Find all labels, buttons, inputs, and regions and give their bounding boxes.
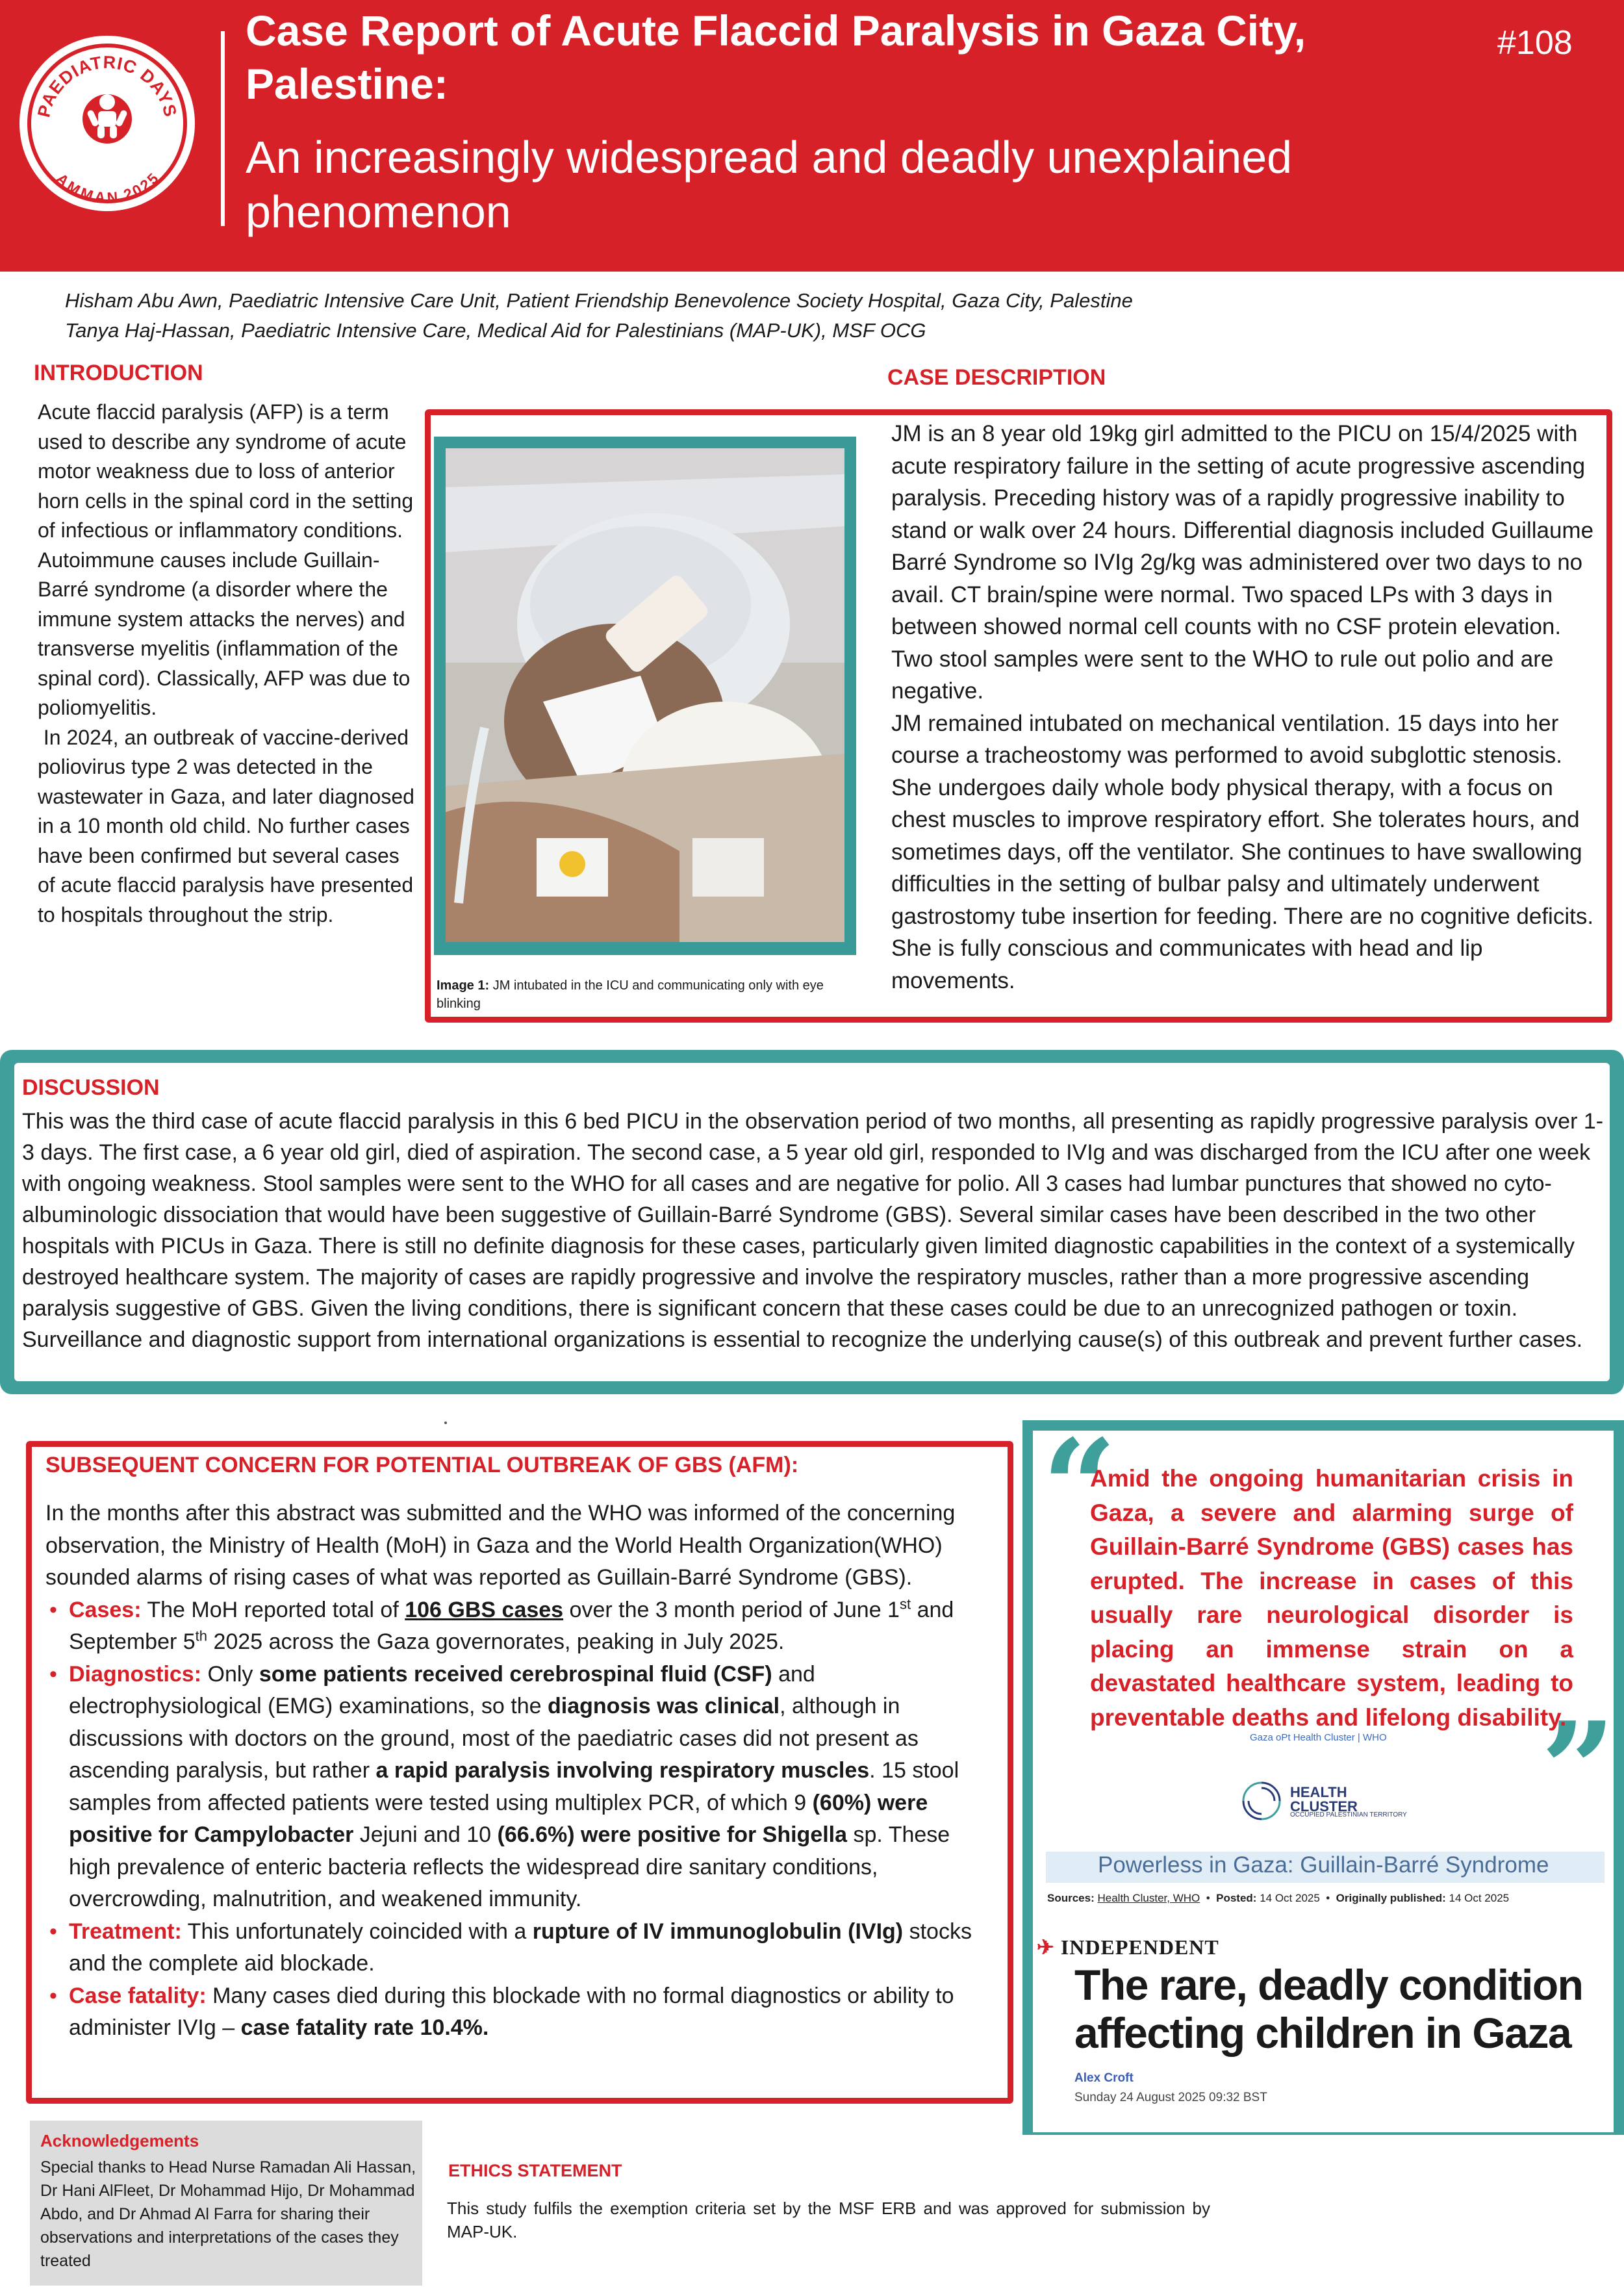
independent-headline: The rare, deadly condition affecting children in Gaza [1074,1961,1583,2057]
concern-item-diagnostics [45,1659,994,1916]
divider-dot [444,1422,447,1424]
concern-text [45,1498,994,2045]
logo-bottom-text: AMMAN 2025 [53,170,162,207]
close-quote-icon: ” [1541,1694,1616,1846]
image-caption [437,976,865,1013]
health-cluster-name-2: CLUSTER [1290,1798,1358,1815]
health-cluster-logo [1238,1778,1453,1830]
independent-logo-text: INDEPENDENT [1060,1935,1219,1959]
case-paragraph-2: JM remained intubated on mechanical ventilation. 15 days into her course a tracheostomy was performed to avoid subglottic stenosis. She undergoes daily whole body physical therapy, with a focus on chest muscles to improve respiratory effort. She tolerates hours, and sometimes days, off the ventilator. She continues to have swallowing difficulties in the setting of bulbar palsy and ultimately underwent gastrostomy tube insertion for feeding. There are no cognitive deficits. She is fully conscious and communicates with head and lip movements. [891,710,1594,993]
concern-item-cases [45,1594,994,1659]
independent-author: Alex Croft [1074,2071,1134,2085]
author-2: Tanya Haj-Hassan, Paediatric Intensive Care, Medical Aid for Palestinians (MAP-UK), MSF OCG [65,319,926,342]
diag-text-g: . 15 stool samples from affected patients were tested using multiplex PCR, of which 9 [69,1758,959,1815]
cases-text-d: 2025 across the Gaza governorates, peaking in July 2025. [213,1629,785,1654]
who-quote: Amid the ongoing humanitarian crisis in Gaza, a severe and alarming surge of Guillain-Barré Syndrome (GBS) cases has erupted. The increase in cases of this usually rare neurological disorder is placing an immense strain on a devastated healthcare system, leading to preventable deaths and lifelong disability. [1090,1465,1573,1731]
author-1: Hisham Abu Awn, Paediatric Intensive Care Unit, Patient Friendship Benevolence Society Hospital, Gaza City, Palestine [65,289,1133,312]
diag-text-j: (66.6%) were positive for Shigella [497,1822,848,1847]
quote-source: Gaza oPt Health Cluster | WHO [1250,1732,1387,1743]
discussion-heading: DISCUSSION [22,1075,160,1100]
patient-photo [446,448,844,942]
health-cluster-icon [1238,1778,1285,1824]
acknowledgements-text: Special thanks to Head Nurse Ramadan Ali Hassan, Dr Hani AlFleet, Dr Mohammad Hijo, Dr Mohammad Abdo, and Dr Ahmad Al Farra for sharing their observations and interpretations of the cases they treated [40,2158,416,2270]
introduction-paragraph-1: Acute flaccid paralysis (AFP) is a term used to describe any syndrome of acute motor weakness due to loss of anterior horn cells in the spinal cord in the setting of infectious or inflammatory conditions. Autoimmune causes include Guillain-Barré syndrome (a disorder where the immune system attacks the nerves) and transverse myelitis (inflammation of the spinal cord). Classically, AFP was due to poliomyelitis. [38,400,414,719]
case-description-text [891,418,1599,997]
powerless-in-gaza-title: Powerless in Gaza: Guillain-Barré Syndrome [1098,1852,1549,1878]
case-paragraph-1: JM is an 8 year old 19kg girl admitted to the PICU on 15/4/2025 with acute respiratory failure in the setting of acute progressive ascending paralysis. Preceding history was of a rapidly progressive inability to stand or walk over 24 hours. Differential diagnosis included Guillaume Barré Syndrome so IVIg 2g/kg was administered over two days to no avail. CT brain/spine were normal. Two spaced LPs with 3 days in between showed normal cell counts with no CSF protein elevation. Two stool samples were sent to the WHO to rule out polio and are negative. [891,421,1594,704]
cases-text-a: The MoH reported total of [147,1597,399,1622]
introduction-heading: INTRODUCTION [34,361,203,385]
concern-item-treatment [45,1916,994,1980]
sources-label: Sources: [1047,1892,1095,1904]
sources-link[interactable]: Health Cluster, WHO [1097,1892,1200,1904]
poster-title: Case Report of Acute Flaccid Paralysis in Gaza City, Palestine: [246,6,1306,108]
fatal-text-b: case fatality rate 10.4%. [240,2015,489,2040]
authors [65,286,1494,346]
diag-text-k: sp. These high prevalence of enteric bacteria reflects the widespread dire sanitary conditions, overcrowding, malnutrition, and weakened immunity. [69,1822,950,1911]
concern-intro: In the months after this abstract was submitted and the WHO was informed of the concerning observation, the Ministry of Health (MoH) in Gaza and the World Health Organization(WHO) sounded alarms of rising cases of what was reported as Guillain-Barré Syndrome (GBS). [45,1501,956,1590]
image-caption-text: JM intubated in the ICU and communicating only with eye blinking [437,978,824,1011]
health-cluster-sub: OCCUPIED PALESTINIAN TERRITORY [1290,1811,1407,1818]
open-quote-icon: “ [1042,1411,1117,1564]
logo-top-text: PAEDIATRIC DAYS [34,52,181,120]
treat-text-c: stocks and the complete aid blockade. [69,1919,972,1976]
independent-date: Sunday 24 August 2025 09:32 BST [1074,2091,1267,2104]
svg-text:AMMAN 2025 [53,170,162,206]
concern-heading: SUBSEQUENT CONCERN FOR POTENTIAL OUTBREAK OF GBS (AFM): [45,1453,799,1477]
diag-text-h: (60%) were positive for Campylobacter [69,1790,928,1847]
powerless-in-gaza-meta: Sources: Health Cluster, WHO • Posted: 14 Oct 2025 • Originally published: 14 Oct 2025 [1047,1892,1510,1904]
diag-text-c: and electrophysiological (EMG) examinations, so the [69,1661,815,1718]
fatality-label: Case fatality: [69,1983,207,2008]
case-description-heading: CASE DESCRIPTION [887,365,1106,390]
diag-text-d: diagnosis was clinical [548,1694,780,1718]
health-cluster-name-1: HEALTH [1290,1784,1347,1800]
posted-date: 14 Oct 2025 [1260,1892,1320,1904]
cases-label: Cases: [69,1597,142,1622]
title-divider [221,31,225,226]
published-date: 14 Oct 2025 [1449,1892,1510,1904]
discussion-text: This was the third case of acute flaccid paralysis in this 6 bed PICU in the observation period of two months, all presenting as rapidly progressive paralysis over 1-3 days. The first case, a 6 year old girl, died of aspiration. The second case, a 5 year old girl, responded to IVIg and was discharged from the ICU after one week with ongoing weakness. Stool samples were sent to the WHO for all cases and are negative for polio. All 3 cases had lumbar punctures that showed no cyto-albuminologic dissociation that would have been suggestive of Guillain-Barré Syndrome (GBS). Several similar cases have been described in the two other hospitals with PICUs in Gaza. There is still no definite diagnosis for these cases, particularly given limited diagnostic capabilities in the context of a systemically destroyed healthcare system. The majority of cases are rapidly progressive and involve the respiratory muscles, rather than a more progressive ascending paralysis suggestive of GBS. Given the living conditions, there is significant concern that these cases could be due to an unrecognized pathogen or toxin. Surveillance and diagnostic support from international organizations is essential to recognize the underlying cause(s) of this outbreak and prevent further cases. [22,1109,1604,1352]
posted-label: Posted: [1216,1892,1257,1904]
introduction-text [38,398,414,930]
cases-count: 106 GBS cases [405,1597,564,1622]
paediatric-days-logo [19,36,195,211]
diag-text-i: Jejuni and 10 [359,1822,492,1847]
diagnostics-label: Diagnostics: [69,1661,202,1687]
acknowledgements-heading: Acknowledgements [40,2131,199,2150]
treat-text-a: This unfortunately coincided with a [187,1919,527,1944]
poster-subtitle: An increasingly widespread and deadly unexplained phenomenon [246,132,1293,237]
concern-item-fatality [45,1980,994,2045]
cases-sup-1: st [899,1596,911,1613]
cases-text-c: and September 5 [69,1597,954,1654]
cases-sup-2: th [195,1627,208,1644]
eagle-icon: ✈ [1037,1935,1055,1959]
fatal-text-a: Many cases died during this blockade with no formal diagnostics or ability to administer IVIg – [69,1983,954,2040]
image-caption-label: Image 1: [437,978,490,993]
ethics-heading: ETHICS STATEMENT [448,2161,622,2180]
poster-number: #108 [1497,24,1573,62]
ethics-text: This study fulfils the exemption criteria set by the MSF ERB and was approved for submission by MAP-UK. [447,2199,1210,2241]
treatment-label: Treatment: [69,1919,182,1944]
diag-text-b: some patients received cerebrospinal fluid (CSF) [259,1661,772,1687]
concern-list [45,1594,994,2045]
cases-text-b: over the 3 month period of June 1 [569,1597,900,1622]
diag-text-f: a rapid paralysis involving respiratory muscles [375,1758,870,1783]
introduction-paragraph-2: In 2024, an outbreak of vaccine-derived poliovirus type 2 was detected in the wastewater in Gaza, and later diagnosed in a 10 month old child. No further cases have been confirmed but several cases of acute flaccid paralysis have presented to hospitals throughout the strip. [38,725,414,926]
diag-text-e: , although in discussions with doctors on the ground, most of the paediatric cases did not present as ascending paralysis, but rather [69,1694,919,1783]
diag-text-a: Only [207,1661,253,1687]
independent-logo [1037,1935,1219,1959]
baby-icon [82,94,132,144]
published-label: Originally published: [1336,1892,1446,1904]
treat-text-b: rupture of IV immunoglobulin (IVIg) [532,1919,904,1944]
